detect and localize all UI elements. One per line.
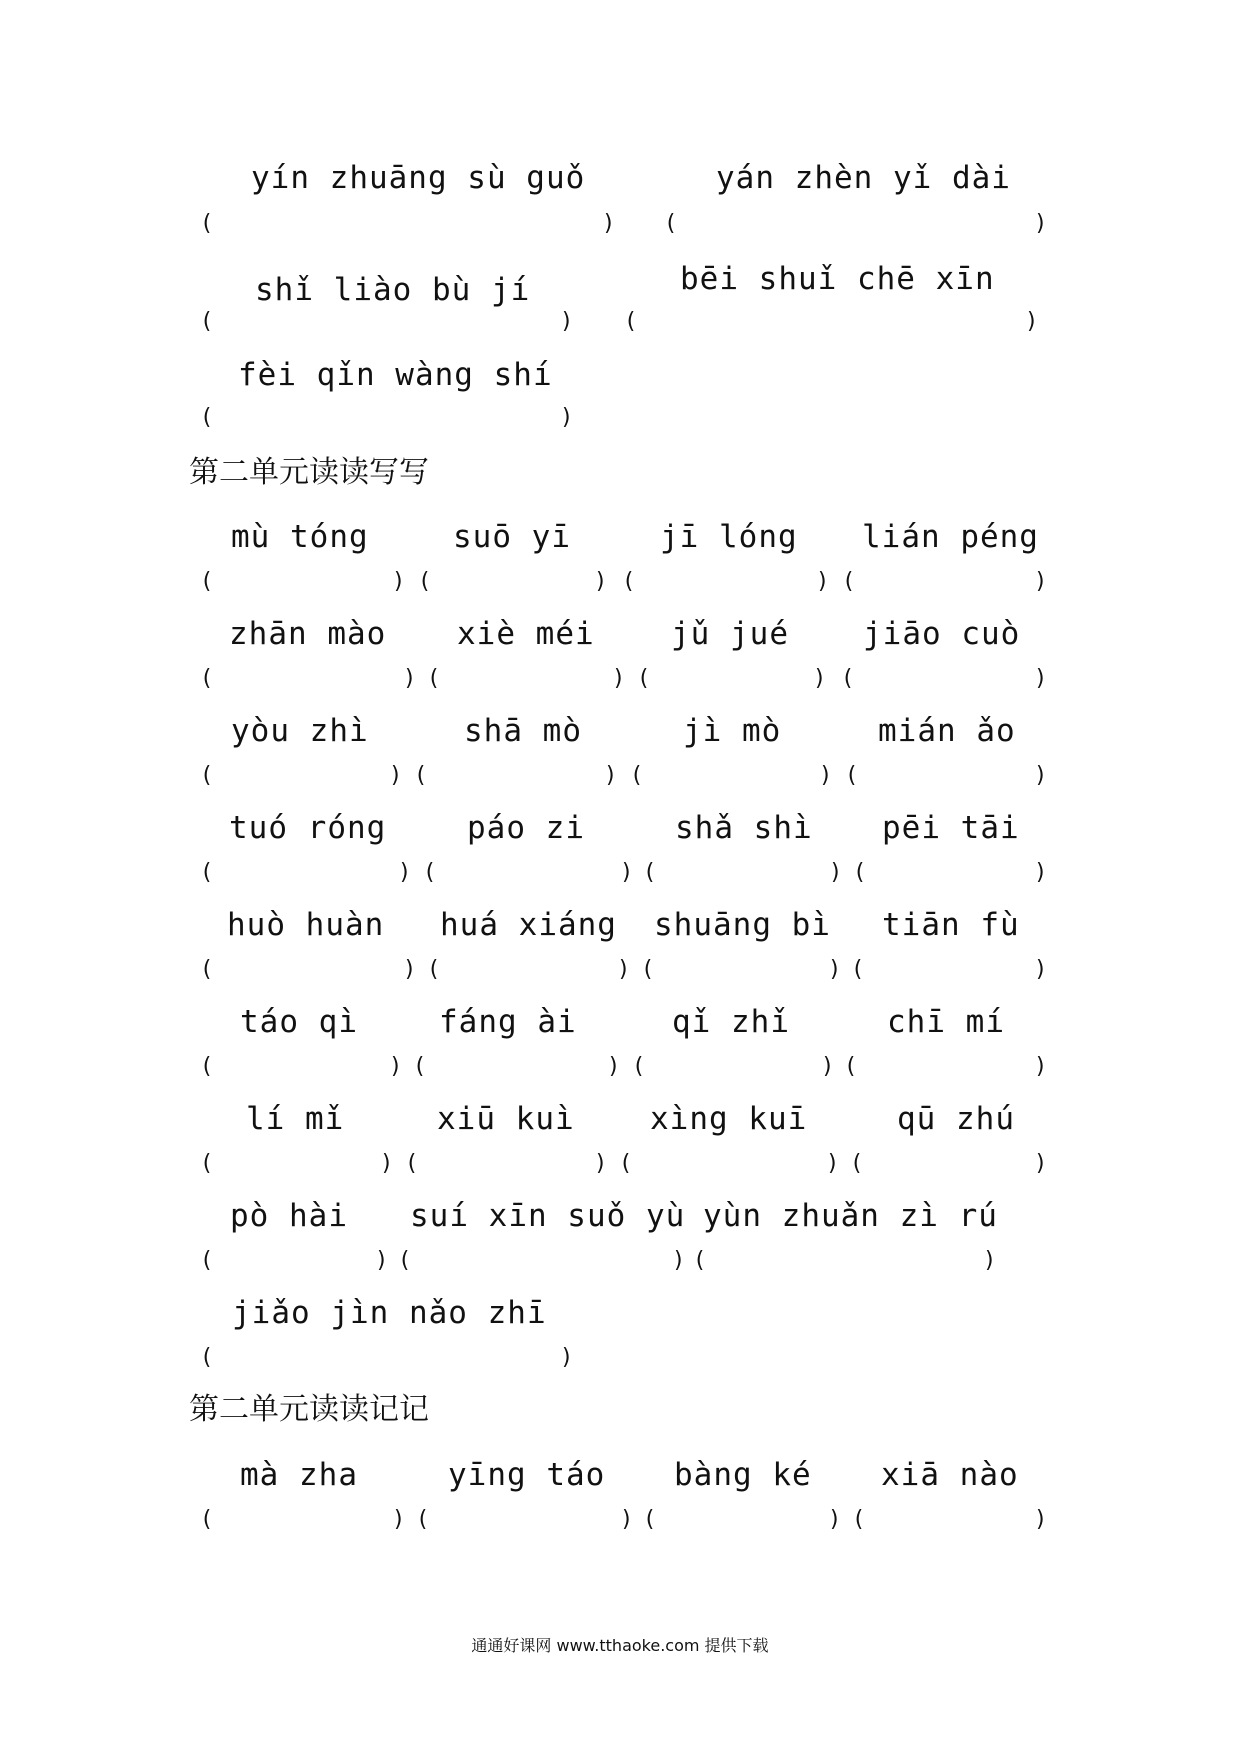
answer-blank-close: ): [1034, 1151, 1048, 1176]
answer-blank-close: ): [594, 569, 608, 594]
pinyin-item: pò hài: [230, 1198, 348, 1234]
answer-blank-close: ): [617, 957, 631, 982]
pinyin-item: qǐ zhǐ: [672, 1004, 790, 1040]
answer-blank-open: (: [200, 860, 214, 885]
answer-blank-open: (: [200, 763, 214, 788]
answer-blank-close: ): [380, 1151, 394, 1176]
answer-blank-open: (: [845, 763, 859, 788]
pinyin-item: yīng táo: [448, 1457, 606, 1493]
answer-blank-close: ): [560, 309, 574, 334]
answer-blank-close: ): [826, 1151, 840, 1176]
pinyin-item: bēi shuǐ chē xīn: [680, 261, 995, 297]
pinyin-item: fáng ài: [439, 1004, 577, 1040]
answer-blank-close: ): [403, 957, 417, 982]
answer-blank-open: (: [693, 1248, 707, 1273]
answer-blank-close: ): [1034, 860, 1048, 885]
pinyin-item: huá xiáng: [440, 907, 617, 943]
pinyin-item: qū zhú: [897, 1101, 1015, 1137]
answer-blank-open: (: [418, 569, 432, 594]
pinyin-item: jiǎo jìn nǎo zhī: [232, 1295, 547, 1331]
answer-blank-open: (: [200, 1054, 214, 1079]
pinyin-item: jì mò: [683, 713, 782, 749]
answer-blank-open: (: [853, 860, 867, 885]
pinyin-item: shǐ liào bù jí: [255, 272, 531, 308]
answer-blank-open: (: [405, 1151, 419, 1176]
answer-blank-close: ): [612, 666, 626, 691]
pinyin-item: zhān mào: [229, 616, 387, 652]
answer-blank-close: ): [1034, 211, 1048, 236]
answer-blank-close: ): [821, 1054, 835, 1079]
pinyin-item: jiāo cuò: [863, 616, 1021, 652]
answer-blank-open: (: [398, 1248, 412, 1273]
pinyin-item: huò huàn: [227, 907, 385, 943]
pinyin-item: yán zhèn yǐ dài: [716, 160, 1011, 196]
pinyin-item: mù tóng: [231, 519, 369, 555]
pinyin-item: lián péng: [862, 519, 1039, 555]
answer-blank-open: (: [643, 1507, 657, 1532]
answer-blank-close: ): [819, 763, 833, 788]
answer-blank-close: ): [1034, 957, 1048, 982]
answer-blank-close: ): [392, 569, 406, 594]
answer-blank-close: ): [828, 957, 842, 982]
answer-blank-close: ): [1034, 1507, 1048, 1532]
answer-blank-open: (: [841, 666, 855, 691]
page-footer: 通通好课网 www.tthaoke.com 提供下载: [471, 1636, 769, 1655]
answer-blank-open: (: [427, 957, 441, 982]
answer-blank-open: (: [200, 211, 214, 236]
answer-blank-open: (: [630, 763, 644, 788]
answer-blank-open: (: [200, 957, 214, 982]
answer-blank-close: ): [1034, 666, 1048, 691]
pinyin-item: shā mò: [464, 713, 582, 749]
answer-blank-close: ): [560, 1345, 574, 1370]
answer-blank-close: ): [594, 1151, 608, 1176]
answer-blank-open: (: [200, 1345, 214, 1370]
answer-blank-open: (: [413, 1054, 427, 1079]
answer-blank-open: (: [852, 1507, 866, 1532]
pinyin-item: páo zi: [467, 810, 585, 846]
pinyin-item: suí xīn suǒ yù: [410, 1198, 686, 1234]
pinyin-item: mà zha: [240, 1457, 358, 1493]
pinyin-item: bàng ké: [674, 1457, 812, 1493]
pinyin-item: tuó róng: [229, 810, 387, 846]
answer-blank-close: ): [392, 1507, 406, 1532]
answer-blank-close: ): [398, 860, 412, 885]
pinyin-item: yòu zhì: [231, 713, 369, 749]
answer-blank-open: (: [641, 957, 655, 982]
pinyin-item: jǔ jué: [671, 616, 789, 652]
pinyin-item: shǎ shì: [675, 810, 813, 846]
answer-blank-open: (: [842, 569, 856, 594]
pinyin-item: tiān fù: [882, 907, 1020, 943]
answer-blank-close: ): [620, 1507, 634, 1532]
answer-blank-open: (: [850, 1151, 864, 1176]
answer-blank-close: ): [672, 1248, 686, 1273]
pinyin-item: xìng kuī: [650, 1101, 808, 1137]
answer-blank-open: (: [427, 666, 441, 691]
pinyin-item: yín zhuāng sù guǒ: [251, 160, 586, 196]
section-heading: 第二单元读读写写: [189, 455, 429, 490]
answer-blank-open: (: [200, 309, 214, 334]
answer-blank-close: ): [620, 860, 634, 885]
pinyin-item: xiā nào: [881, 1457, 1019, 1493]
pinyin-item: pēi tāi: [882, 810, 1020, 846]
answer-blank-open: (: [632, 1054, 646, 1079]
answer-blank-open: (: [844, 1054, 858, 1079]
answer-blank-close: ): [375, 1248, 389, 1273]
pinyin-item: mián ǎo: [878, 713, 1016, 749]
answer-blank-open: (: [423, 860, 437, 885]
answer-blank-open: (: [200, 666, 214, 691]
pinyin-item: fèi qǐn wàng shí: [238, 357, 553, 393]
pinyin-item: shuāng bì: [654, 907, 831, 943]
pinyin-item: suō yī: [453, 519, 571, 555]
pinyin-item: chī mí: [887, 1004, 1005, 1040]
pinyin-item: táo qì: [240, 1004, 358, 1040]
answer-blank-close: ): [813, 666, 827, 691]
answer-blank-open: (: [619, 1151, 633, 1176]
answer-blank-open: (: [624, 309, 638, 334]
answer-blank-close: ): [604, 763, 618, 788]
answer-blank-open: (: [637, 666, 651, 691]
pinyin-item: yùn zhuǎn zì rú: [703, 1198, 998, 1234]
answer-blank-open: (: [664, 211, 678, 236]
answer-blank-close: ): [403, 666, 417, 691]
answer-blank-close: ): [560, 405, 574, 430]
answer-blank-open: (: [200, 405, 214, 430]
answer-blank-close: ): [816, 569, 830, 594]
answer-blank-open: (: [414, 763, 428, 788]
answer-blank-close: ): [389, 763, 403, 788]
answer-blank-close: ): [389, 1054, 403, 1079]
pinyin-item: jī lóng: [660, 519, 798, 555]
answer-blank-close: ): [1034, 1054, 1048, 1079]
answer-blank-open: (: [200, 1248, 214, 1273]
answer-blank-open: (: [416, 1507, 430, 1532]
answer-blank-close: ): [1025, 309, 1039, 334]
answer-blank-close: ): [829, 860, 843, 885]
answer-blank-open: (: [851, 957, 865, 982]
answer-blank-open: (: [622, 569, 636, 594]
pinyin-item: xiū kuì: [437, 1101, 575, 1137]
answer-blank-close: ): [602, 211, 616, 236]
section-heading: 第二单元读读记记: [189, 1392, 429, 1427]
answer-blank-open: (: [200, 1151, 214, 1176]
answer-blank-close: ): [1034, 569, 1048, 594]
pinyin-item: lí mǐ: [246, 1101, 345, 1137]
answer-blank-close: ): [1034, 763, 1048, 788]
answer-blank-close: ): [828, 1507, 842, 1532]
answer-blank-open: (: [200, 1507, 214, 1532]
pinyin-item: xiè méi: [457, 616, 595, 652]
answer-blank-close: ): [983, 1248, 997, 1273]
answer-blank-close: ): [607, 1054, 621, 1079]
answer-blank-open: (: [200, 569, 214, 594]
answer-blank-open: (: [643, 860, 657, 885]
